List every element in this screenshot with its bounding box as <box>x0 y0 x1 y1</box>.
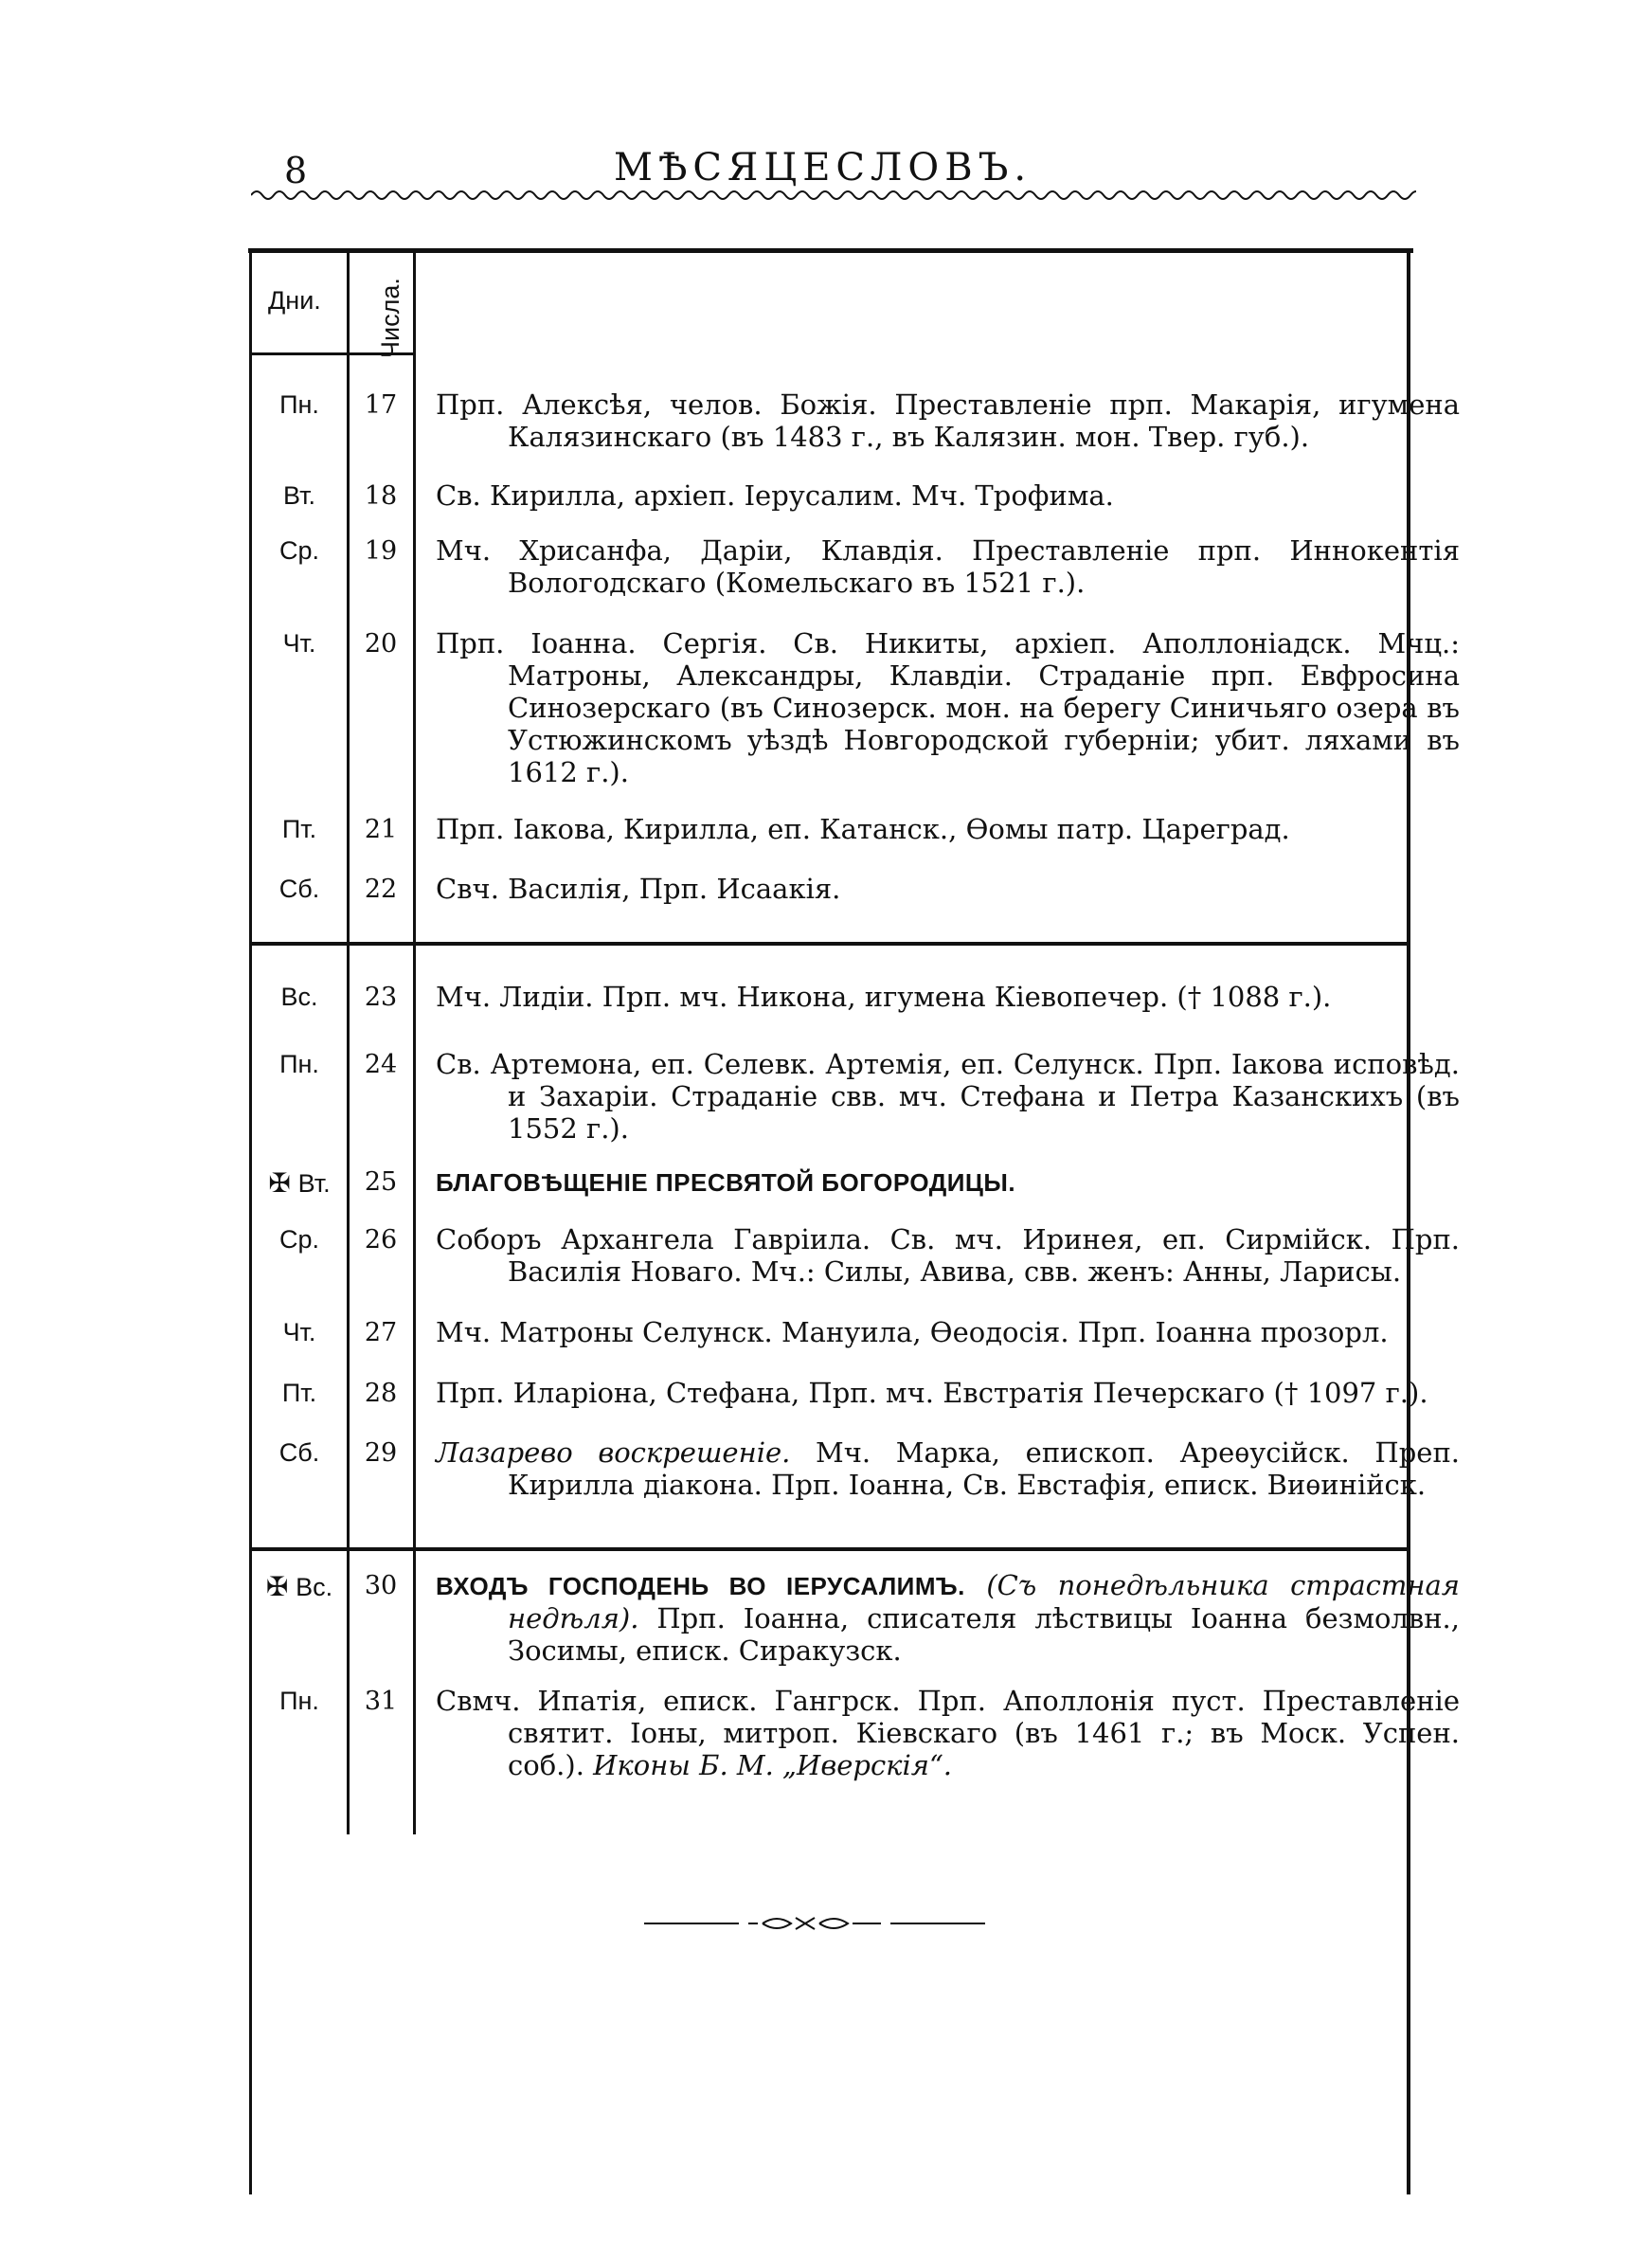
page-title: МѢСЯЦЕСЛОВЪ. <box>614 146 1032 190</box>
entry-text: Мч. Хрисанфа, Даріи, Клавдія. Преставленіе прп. Иннокентія Вологодскаго (Комельскаго въ 1521 г.). <box>436 534 1460 599</box>
feast-title: ВХОДЪ ГОСПОДЕНЬ ВО ІЕРУСАЛИМЪ. <box>436 1572 965 1600</box>
row-entry <box>436 1569 1460 1667</box>
row-entry <box>436 534 1460 599</box>
entry-italic: Лазарево воскрешеніе. <box>436 1436 791 1469</box>
row-day-label: Сб. <box>278 1438 320 1467</box>
row-date: 29 <box>364 1438 398 1468</box>
row-day <box>254 1571 345 1602</box>
week-divider-1 <box>249 942 1410 946</box>
row-date: 20 <box>364 629 398 659</box>
entry-text: Прп. Іоанна. Сергія. Св. Никиты, архіеп. Аполлоніадск. Мчц.: Матроны, Александры, Клавдіи. Страданіе прп. Евфросина Синозерскаго (въ Синозерск. мон. на берегу Синичьяго озера въ Устюжинскомъ уѣздѣ Новгородской губерніи; убит. ляхами въ 1612 г.). <box>436 627 1460 788</box>
row-date: 22 <box>364 875 398 904</box>
row-day-label: Вс. <box>296 1573 333 1601</box>
page-number: 8 <box>284 150 308 191</box>
row-entry <box>436 1223 1460 1288</box>
table-top-rule <box>248 248 1413 253</box>
row-entry <box>436 479 1460 512</box>
row-date: 18 <box>364 481 398 511</box>
entry-text: Прп. Алексѣя, челов. Божія. Преставленіе прп. Макарія, игумена Калязинскаго (въ 1483 г., въ Калязин. мон. Твер. губ.). <box>436 388 1460 453</box>
row-day-label: Пт. <box>281 1379 317 1407</box>
row-day-label: Сб. <box>278 875 320 903</box>
row-date: 19 <box>364 536 398 566</box>
entry-text: Мч. Лидіи. Прп. мч. Никона, игумена Кіевопечер. († 1088 г.). <box>436 981 1332 1013</box>
row-day <box>254 1050 345 1079</box>
entry-text: Соборъ Архангела Гавріила. Св. мч. Иринея, еп. Сирмійск. Прп. Василія Новаго. Мч.: Силы, Авива, свв. женъ: Анны, Ларисы. <box>436 1223 1460 1288</box>
row-day <box>254 629 345 659</box>
col-dates-header: Числа. <box>376 278 404 358</box>
row-date: 21 <box>364 815 398 844</box>
days-column-rule <box>347 252 350 1834</box>
row-date: 28 <box>364 1379 398 1408</box>
feast-cross-icon: ✠ <box>268 1168 298 1198</box>
row-date: 24 <box>364 1050 398 1079</box>
row-day-label: Пт. <box>281 815 317 843</box>
row-day-label: Вс. <box>280 983 318 1011</box>
row-entry <box>436 1436 1460 1501</box>
feast-cross-icon: ✠ <box>265 1572 296 1601</box>
row-entry <box>436 1048 1460 1145</box>
row-entry <box>436 627 1460 788</box>
entry-italic: Иконы Б. М. „Иверскія“. <box>593 1749 953 1781</box>
row-date: 23 <box>364 983 398 1012</box>
row-day-label: Вт. <box>297 1169 331 1198</box>
row-entry <box>436 1377 1460 1409</box>
col-days-header: Дни. <box>268 286 321 315</box>
row-day-label: Ср. <box>278 536 320 565</box>
row-day <box>254 1167 345 1199</box>
row-entry <box>436 1165 1460 1199</box>
row-day <box>254 481 345 511</box>
row-entry <box>436 981 1460 1013</box>
entry-text: Свч. Василія, Прп. Исаакія. <box>436 873 841 905</box>
row-day-label: Ср. <box>278 1225 320 1254</box>
row-day <box>254 815 345 844</box>
row-entry <box>436 388 1460 453</box>
row-day <box>254 1225 345 1255</box>
entry-text: Прп. Іакова, Кирилла, еп. Катанск., Ѳомы патр. Цареград. <box>436 813 1290 845</box>
entry-text: Прп. Іоанна, списателя лѣствицы Іоанна безмолвн., Зосимы, еписк. Сиракузск. <box>508 1602 1460 1667</box>
week-divider-2 <box>249 1547 1410 1551</box>
row-date: 30 <box>364 1571 398 1600</box>
entry-text: Мч. Матроны Селунск. Мануила, Ѳеодосія. Прп. Іоанна прозорл. <box>436 1316 1389 1348</box>
entry-text: Свмч. Ипатія, еписк. Гангрск. Прп. Аполлонія пуст. Преставленіе святит. Іоны, митроп. Кіевскаго (въ 1461 г.; въ Моск. Успен. соб.). <box>436 1685 1460 1781</box>
entry-text: Мч. Марка, епископ. Ареѳусійск. Преп. Кирилла діакона. Прп. Іоанна, Св. Евстафія, еписк. Виѳинійск. <box>508 1436 1460 1501</box>
row-day-label: Вт. <box>283 481 315 510</box>
entry-text: Св. Артемона, еп. Селевк. Артемія, еп. Селунск. Прп. Іакова исповѣд. и Захаріи. Страданіе свв. мч. Стефана и Петра Казанскихъ (въ 1552 г.). <box>436 1048 1460 1145</box>
row-entry <box>436 873 1460 905</box>
row-day <box>254 1438 345 1468</box>
row-date: 17 <box>364 390 398 420</box>
row-entry <box>436 1316 1460 1348</box>
row-day-label: Чт. <box>282 1318 316 1346</box>
row-day <box>254 1687 345 1716</box>
row-date: 27 <box>364 1318 398 1347</box>
row-day <box>254 1318 345 1347</box>
end-ornament <box>644 1909 985 1938</box>
row-day <box>254 536 345 566</box>
entry-italic: (Съ понедѣльника страстная недѣля). <box>508 1569 1460 1634</box>
row-date: 31 <box>364 1687 398 1716</box>
row-day <box>254 875 345 904</box>
row-date: 25 <box>364 1167 398 1197</box>
entry-text: Прп. Иларіона, Стефана, Прп. мч. Евстратія Печерскаго († 1097 г.). <box>436 1377 1428 1409</box>
row-day <box>254 390 345 420</box>
row-entry <box>436 1685 1460 1781</box>
feast-title: БЛАГОВѢЩЕНІЕ ПРЕСВЯТОЙ БОГОРОДИЦЫ. <box>436 1168 1016 1197</box>
row-day-label: Пн. <box>279 1050 319 1078</box>
dates-column-rule <box>413 252 416 1834</box>
table-left-rule <box>249 252 252 2194</box>
entry-text: Св. Кирилла, архіеп. Іерусалим. Мч. Трофима. <box>436 479 1114 512</box>
row-day-label: Пн. <box>279 1687 319 1715</box>
header-wavy-rule <box>251 188 1416 203</box>
row-entry <box>436 813 1460 845</box>
row-day <box>254 983 345 1012</box>
row-day-label: Чт. <box>282 629 316 658</box>
row-day <box>254 1379 345 1408</box>
row-day-label: Пн. <box>279 390 319 419</box>
row-date: 26 <box>364 1225 398 1255</box>
